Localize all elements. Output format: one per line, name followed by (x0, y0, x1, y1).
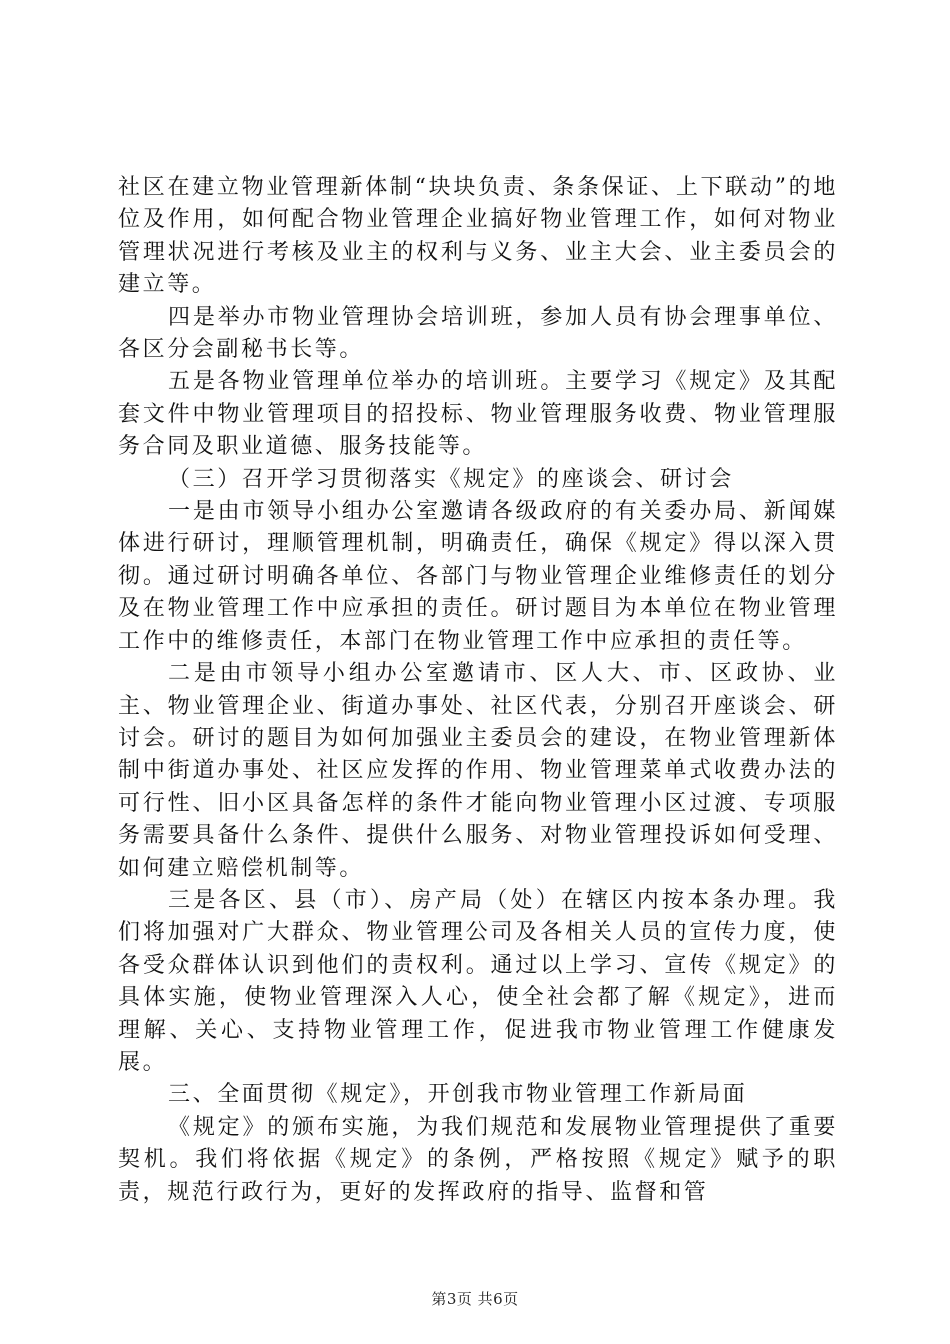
document-body (118, 172, 838, 1209)
paragraph-item-five: 五是各物业管理单位举办的培训班。主要学习《规定》及其配套文件中物业管理项目的招投标、物业管理服务收费、物业管理服务合同及职业道德、服务技能等。 (118, 369, 838, 460)
paragraph-item-three: 三是各区、县（市）、房产局（处）在辖区内按本条办理。我们将加强对广大群众、物业管理公司及各相关人员的宣传力度，使各受众群体认识到他们的责权利。通过以上学习、宣传《规定》的具体实施，使物业管理深入人心，使全社会都了解《规定》，进而理解、关心、支持物业管理工作，促进我市物业管理工作健康发展。 (118, 887, 838, 1075)
page-number-footer: 第3页 共6页 (431, 1290, 519, 1308)
section-heading-three: 三、全面贯彻《规定》，开创我市物业管理工作新局面 (168, 1082, 748, 1108)
paragraph-item-two: 二是由市领导小组办公室邀请市、区人大、市、区政协、业主、物业管理企业、街道办事处、社区代表，分别召开座谈会、研讨会。研讨的题目为如何加强业主委员会的建设，在物业管理新体制中街道办事处、社区应发挥的作用、物业管理菜单式收费办法的可行性、旧小区具备怎样的条件才能向物业管理小区过渡、专项服务需要具备什么条件、提供什么服务、对物业管理投诉如何受理、如何建立赔偿机制等。 (118, 661, 838, 881)
paragraph-implementation: 《规定》的颁布实施，为我们规范和发展物业管理提供了重要契机。我们将依据《规定》的条例，严格按照《规定》赋予的职责，规范行政行为，更好的发挥政府的指导、监督和管 (118, 1114, 838, 1205)
paragraph-continuation: 社区在建立物业管理新体制“块块负责、条条保证、上下联动”的地位及作用，如何配合物业管理企业搞好物业管理工作，如何对物业管理状况进行考核及业主的权利与义务、业主大会、业主委员会的建立等。 (118, 175, 838, 298)
paragraph-item-one: 一是由市领导小组办公室邀请各级政府的有关委办局、新闻媒体进行研讨，理顺管理机制，明确责任，确保《规定》得以深入贯彻。通过研讨明确各单位、各部门与物业管理企业维修责任的划分及在物业管理工作中应承担的责任。研讨题目为本单位在物业管理工作中的维修责任，本部门在物业管理工作中应承担的责任等。 (118, 499, 838, 654)
section-heading-seminars: （三）召开学习贯彻落实《规定》的座谈会、研讨会 (168, 466, 734, 492)
paragraph-item-four: 四是举办市物业管理协会培训班，参加人员有协会理事单位、各区分会副秘书长等。 (118, 304, 838, 363)
